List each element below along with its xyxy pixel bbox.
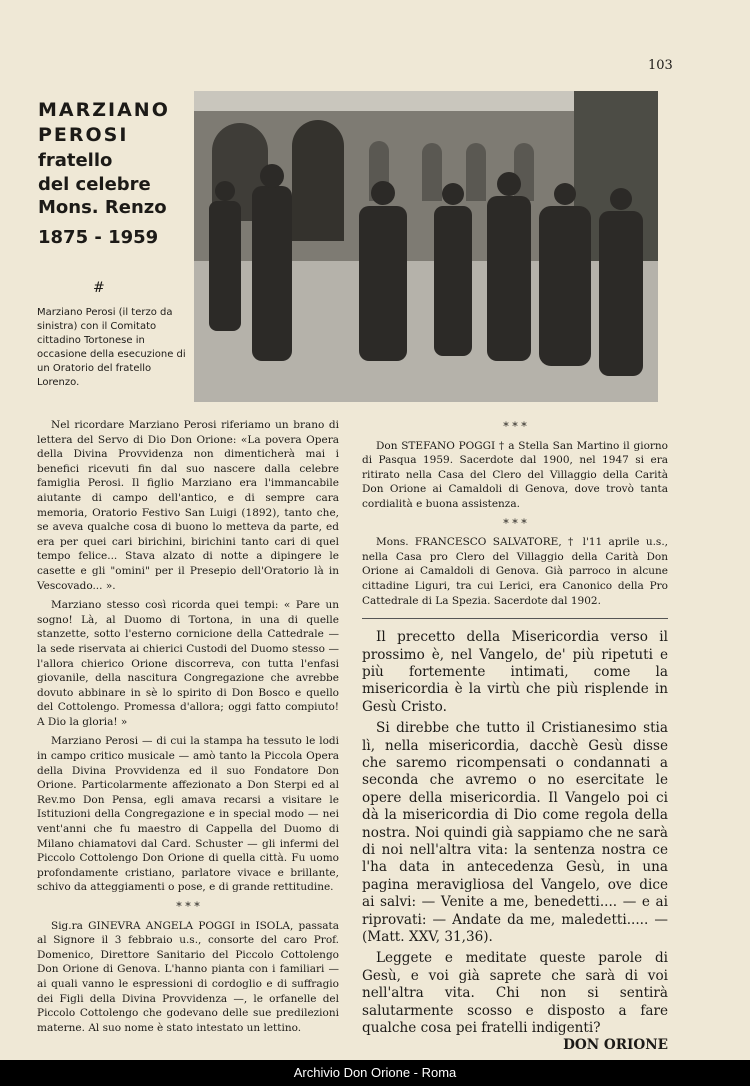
- paragraph-obituary-salvatore: Mons. FRANCESCO SALVATORE, † l'11 aprile u.s., nella Casa pro Clero del Villaggio della Carità Don Orione ai Camaldoli di Genova. Già parroco in alcune cittadine Liguri, tra cui Lerici, era Canonico della Pro Cattedrale di La Spezia. Sacerdote dal 1902.: [362, 536, 668, 607]
- paragraph-obituary-stefano-poggi: Don STEFANO POGGI † a Stella San Martino il giorno di Pasqua 1959. Sacerdote dal 1900, nel 1947 si era ritirato nella Casa del Clero del Villaggio della Carità Don Orione ai Camaldoli di Genova, dove trovò tanta cordialità e buona assistenza.: [362, 439, 668, 510]
- quote-paragraph-3-text: Leggete e meditate queste parole di Gesù, e voi già saprete che sarà di voi nell'altra vita. Chi non si sentirà salutarmente scosso e disposto a fare qualche cosa pei fratelli indigenti?: [362, 950, 668, 1037]
- section-divider: * * *: [176, 900, 200, 913]
- quote-paragraph-3: [362, 950, 668, 1054]
- quote-block: [362, 629, 668, 1054]
- quote-paragraph-2: Si direbbe che tutto il Cristianesimo stia lì, nella misericordia, dacchè Gesù disse che saremo ricompensati o condannati a seconda che avremo o no esercitate le opere della misericordia. Il Vangelo poi ci dà la misericordia di Dio come regola della nostra. Noi quindi già sappiamo che ne sarà di noi nell'altra vita: la sentenza nostra ce l'ha data in antecedenza Gesù, in una pagina meravigliosa del Vangelo, ove dice ai salvi: — Venite a me, benedetti.... — e ai riprovati: — Andate da me, maledetti..... — (Matt. XXV, 31,36).: [362, 720, 668, 946]
- section-divider: * * *: [503, 420, 527, 433]
- page-number: 103: [648, 58, 673, 73]
- signature: DON ORIONE: [563, 1037, 668, 1054]
- left-column: [37, 418, 339, 1040]
- horizontal-rule: [362, 618, 668, 619]
- title-line-3: fratello: [38, 150, 113, 172]
- section-divider: * * *: [503, 516, 527, 530]
- paragraph-memory: Marziano stesso così ricorda quei tempi: « Pare un sogno! Là, al Duomo di Tortona, in una di quelle stanzette, sotto l'esterno cornicione della Cattedrale — la sede riservata ai chierici Custodi del Duomo stesso — l'allora chierico Orione discorreva, con tutta l'enfasi giovanile, della nascitura Congregazione che avrebbe dovuto abbinare in sè lo spirito di Don Bosco e quello del Cottolengo. Promessa d'allora; oggi fatto compiuto! A Dio la gloria! »: [37, 599, 339, 728]
- quote-paragraph-1: Il precetto della Misericordia verso il prossimo è, nel Vangelo, de' più ripetuti e più fortemente intimati, come la misericordia è la virtù che più risplende in Gesù Cristo.: [362, 629, 668, 715]
- paragraph-intro: Nel ricordare Marziano Perosi riferiamo un brano di lettera del Servo di Dio Don Orione: «La povera Opera della Divina Provvidenza non dimenticherà mai i benefici ricevuti fin dal suo nascere dalla celebre famiglia Perosi. Il figlio Marziano era l'immancabile aiutante di campo dell'antico, e di sempre cara memoria, Oratorio Festivo San Luigi (1892), tanto che, se aveva qualche cosa di buono lo metteva da parte, ed era per quei cari birichini, birichini tanto cari di quel tempo felice... Stava alzato di notte a dipingere le casette e gli "omini" per il Presepio dell'Oratorio là in Vescovado... ».: [37, 419, 339, 592]
- article-title: [38, 98, 170, 249]
- right-column: [362, 418, 668, 1055]
- title-years: 1875 - 1959: [38, 226, 159, 248]
- title-line-1: MARZIANO: [38, 99, 170, 121]
- group-photo: [194, 91, 658, 402]
- group-photo-graphic: [194, 91, 658, 402]
- divider-symbol: #: [93, 280, 105, 296]
- title-line-5: Mons. Renzo: [38, 197, 167, 219]
- archive-footer: Archivio Don Orione - Roma: [0, 1060, 750, 1086]
- paragraph-obituary-poggi-isola: Sig.ra GINEVRA ANGELA POGGI in ISOLA, passata al Signore il 3 febbraio u.s., consorte del caro Prof. Domenico, Direttore Sanitario del Piccolo Cottolengo Don Orione di Genova. L'hanno pianta con i familiari — ai quali vanno le espressioni di cordoglio e di suffragio dei Figli della Divina Provvidenza —, le orfanelle del Piccolo Cottolengo che godevano delle sue predilezioni materne. Al suo nome è stato intestato un lettino.: [37, 919, 339, 1034]
- title-line-4: del celebre: [38, 173, 151, 195]
- photo-caption: Marziano Perosi (il terzo da sinistra) con il Comitato cittadino Tortonese in occasione della esecuzione di un Oratorio del fratello Lorenzo.: [37, 307, 186, 388]
- paragraph-biography: Marziano Perosi — di cui la stampa ha tessuto le lodi in campo critico musicale — amò tanto la Piccola Opera della Divina Provvidenza ed il suo Fondatore Don Orione. Particolarmente affezionato a Don Sterpi ed al Rev.mo Don Pensa, egli amava recarsi a visitare le Istituzioni della Congregazione e in special modo — nei vent'anni che fu maestro di Cappella del Duomo di Milano chiamatovi dal Card. Schuster — gli infermi del Piccolo Cottolengo Don Orione di quella città. Fu uomo profondamente cristiano, parlatore vivace e brillante, schivo da atteggiamenti o pose, e di grande rettitudine.: [37, 735, 339, 894]
- title-line-2: PEROSI: [38, 123, 129, 146]
